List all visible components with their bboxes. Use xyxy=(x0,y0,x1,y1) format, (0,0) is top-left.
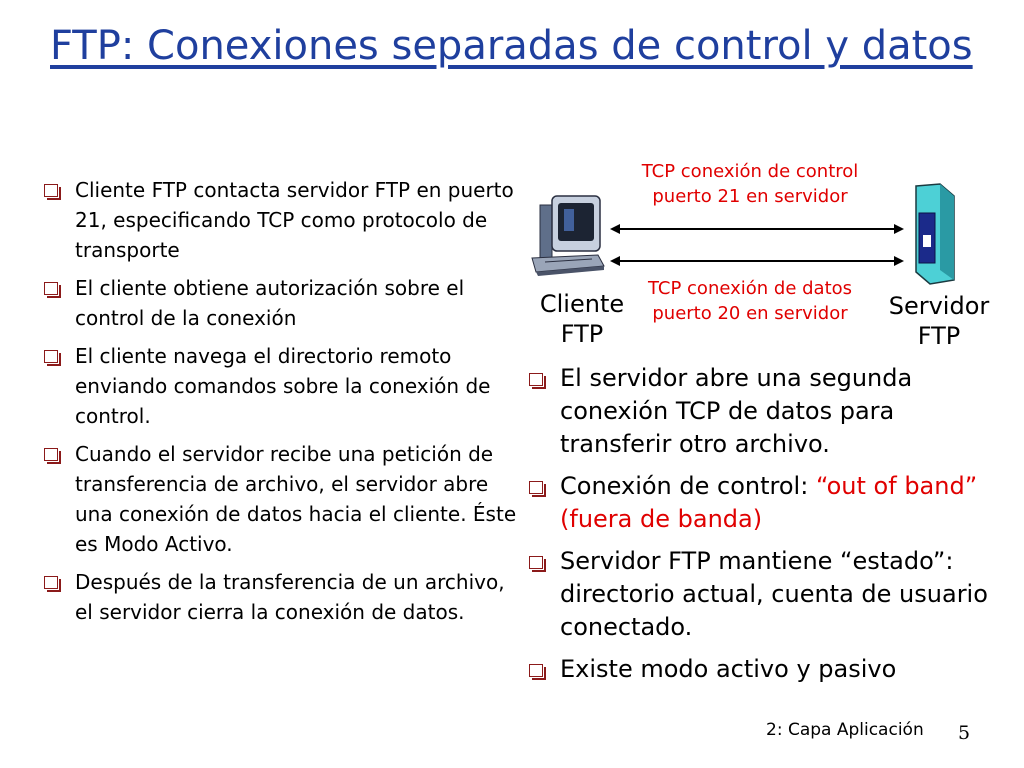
control-connection-line2: puerto 21 en servidor xyxy=(652,186,848,207)
client-label xyxy=(522,289,642,349)
bullet-text: Cuando el servidor recibe una petición de transferencia de archivo, el servidor abre una conexión de datos hacia el cliente. Éste es Modo Activo. xyxy=(75,442,517,556)
list-item xyxy=(515,470,995,536)
bullet-icon xyxy=(529,373,543,386)
server-label xyxy=(874,291,1004,351)
control-connection-line1: TCP conexión de control xyxy=(641,161,859,182)
right-bullet-list xyxy=(515,362,995,695)
list-item xyxy=(30,439,520,559)
bullet-icon xyxy=(44,184,58,197)
list-item xyxy=(30,567,520,627)
bullet-icon xyxy=(44,576,58,589)
bullet-icon xyxy=(529,664,543,677)
bullet-icon xyxy=(529,481,543,494)
client-label-line1: Cliente xyxy=(539,290,625,318)
list-item xyxy=(515,653,995,686)
data-connection-line2: puerto 20 en servidor xyxy=(652,303,848,324)
bullet-text: El cliente navega el directorio remoto enviando comandos sobre la conexión de control. xyxy=(75,344,491,428)
bullet-icon xyxy=(44,350,58,363)
bullet-icon xyxy=(44,282,58,295)
computer-icon xyxy=(532,196,604,276)
bullet-text: El servidor abre una segunda conexión TCP de datos para transferir otro archivo. xyxy=(560,364,913,458)
list-item xyxy=(515,545,995,644)
bullet-text: Cliente FTP contacta servidor FTP en puerto 21, especificando TCP como protocolo de transporte xyxy=(75,178,514,262)
bullet-text: Servidor FTP mantiene “estado”: directorio actual, cuenta de usuario conectado. xyxy=(560,547,988,641)
bullet-text: Existe modo activo y pasivo xyxy=(560,655,897,683)
list-item xyxy=(30,273,520,333)
data-connection-line1: TCP conexión de datos xyxy=(647,278,853,299)
left-bullet-list xyxy=(30,175,520,635)
list-item xyxy=(30,175,520,265)
bullet-text: Después de la transferencia de un archivo, el servidor cierra la conexión de datos. xyxy=(75,570,505,624)
page-number: 5 xyxy=(958,722,971,744)
server-icon xyxy=(916,184,954,284)
bullet-icon xyxy=(529,556,543,569)
data-connection-label xyxy=(612,276,888,326)
list-item xyxy=(30,341,520,431)
client-label-line2: FTP xyxy=(560,320,604,348)
list-item xyxy=(515,362,995,461)
bullet-text-prefix: Conexión de control: xyxy=(560,472,816,500)
server-label-line2: FTP xyxy=(917,322,961,350)
bullet-icon xyxy=(44,448,58,461)
server-label-line1: Servidor xyxy=(888,292,990,320)
chapter-footer: 2: Capa Aplicación xyxy=(766,720,924,740)
slide-title: FTP: Conexiones separadas de control y datos xyxy=(50,23,973,69)
control-connection-label xyxy=(612,159,888,209)
out-of-band-highlight: “out of band” (fuera de banda) xyxy=(560,472,978,533)
bullet-text: El cliente obtiene autorización sobre el control de la conexión xyxy=(75,276,465,330)
